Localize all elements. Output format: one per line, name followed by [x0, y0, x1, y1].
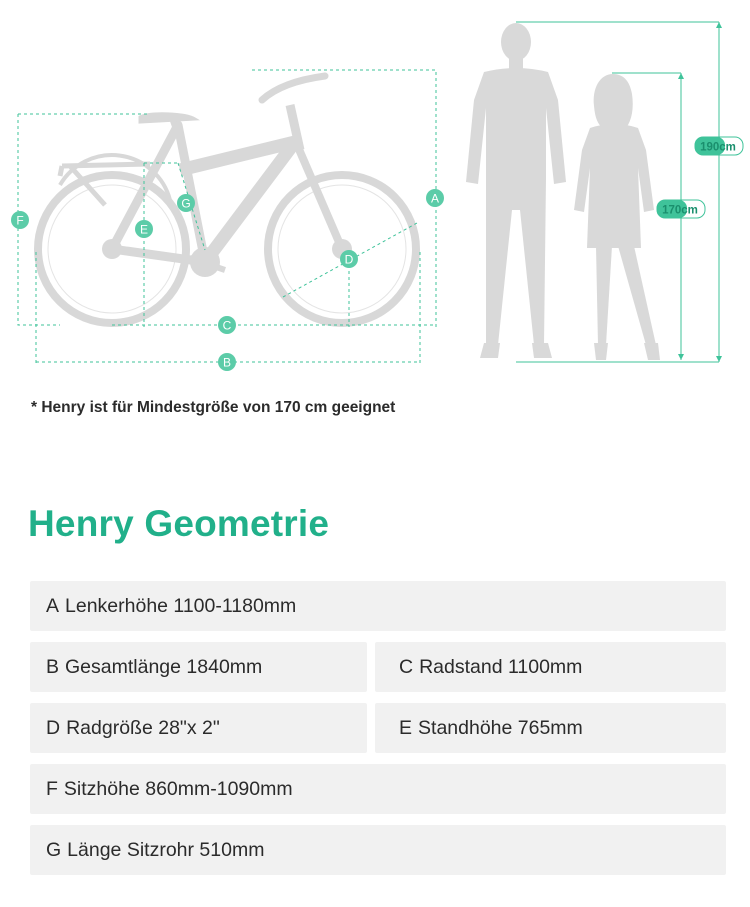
man-silhouette: [466, 23, 566, 358]
spec-row-c: [375, 642, 726, 692]
saddle: [140, 114, 195, 122]
svg-text:F: F: [16, 213, 24, 228]
spec-letter: E: [399, 716, 413, 739]
handlebar: [262, 76, 325, 100]
spec-text: Standhöhe 765mm: [418, 716, 583, 739]
marker-B: [218, 353, 236, 371]
svg-text:G: G: [181, 196, 191, 211]
marker-F: [11, 211, 29, 229]
geometry-diagram-svg: [0, 0, 750, 380]
spec-letter: A: [46, 594, 60, 617]
svg-text:190cm: 190cm: [700, 141, 736, 154]
marker-G: [177, 194, 195, 212]
svg-text:A: A: [430, 191, 440, 206]
dimension-markers: [11, 189, 444, 371]
marker-E: [135, 220, 153, 238]
spec-text: Sitzhöhe 860mm-1090mm: [63, 777, 293, 800]
spec-text: Radstand 1100mm: [419, 655, 583, 678]
spec-text: Radgröße 28"x 2": [66, 716, 220, 739]
page-title: Henry Geometrie: [28, 503, 330, 544]
svg-text:170cm: 170cm: [662, 204, 698, 217]
spec-text: Lenkerhöhe 1100-1180mm: [65, 594, 297, 617]
min-height-note: * Henry ist für Mindestgröße von 170 cm geeignet: [31, 399, 396, 416]
spec-row-b: [30, 642, 367, 692]
spec-row-d: [30, 703, 367, 753]
svg-text:D: D: [344, 252, 354, 267]
spec-row-g: [30, 825, 726, 875]
spec-letter: G: [46, 838, 62, 861]
svg-text:E: E: [139, 222, 149, 237]
spec-letter: D: [46, 716, 61, 739]
dim-B: [36, 252, 420, 365]
spec-letter: F: [46, 777, 58, 800]
spec-row-e: [375, 703, 726, 753]
bike-silhouette: [38, 76, 416, 323]
marker-A: [426, 189, 444, 207]
height-label-170: [657, 200, 705, 218]
spec-letter: B: [46, 655, 60, 678]
geometry-diagram: [0, 0, 750, 380]
woman-silhouette: [574, 74, 660, 360]
svg-text:B: B: [222, 355, 232, 370]
spec-row-f: [30, 764, 726, 814]
spec-text: Gesamtlänge 1840mm: [65, 655, 263, 678]
marker-D: [340, 250, 358, 268]
height-label-190: [695, 137, 743, 155]
spec-text: Länge Sitzrohr 510mm: [67, 838, 265, 861]
spec-letter: C: [399, 655, 414, 678]
spec-row-a: [30, 581, 726, 631]
marker-C: [218, 316, 236, 334]
svg-text:C: C: [222, 318, 232, 333]
